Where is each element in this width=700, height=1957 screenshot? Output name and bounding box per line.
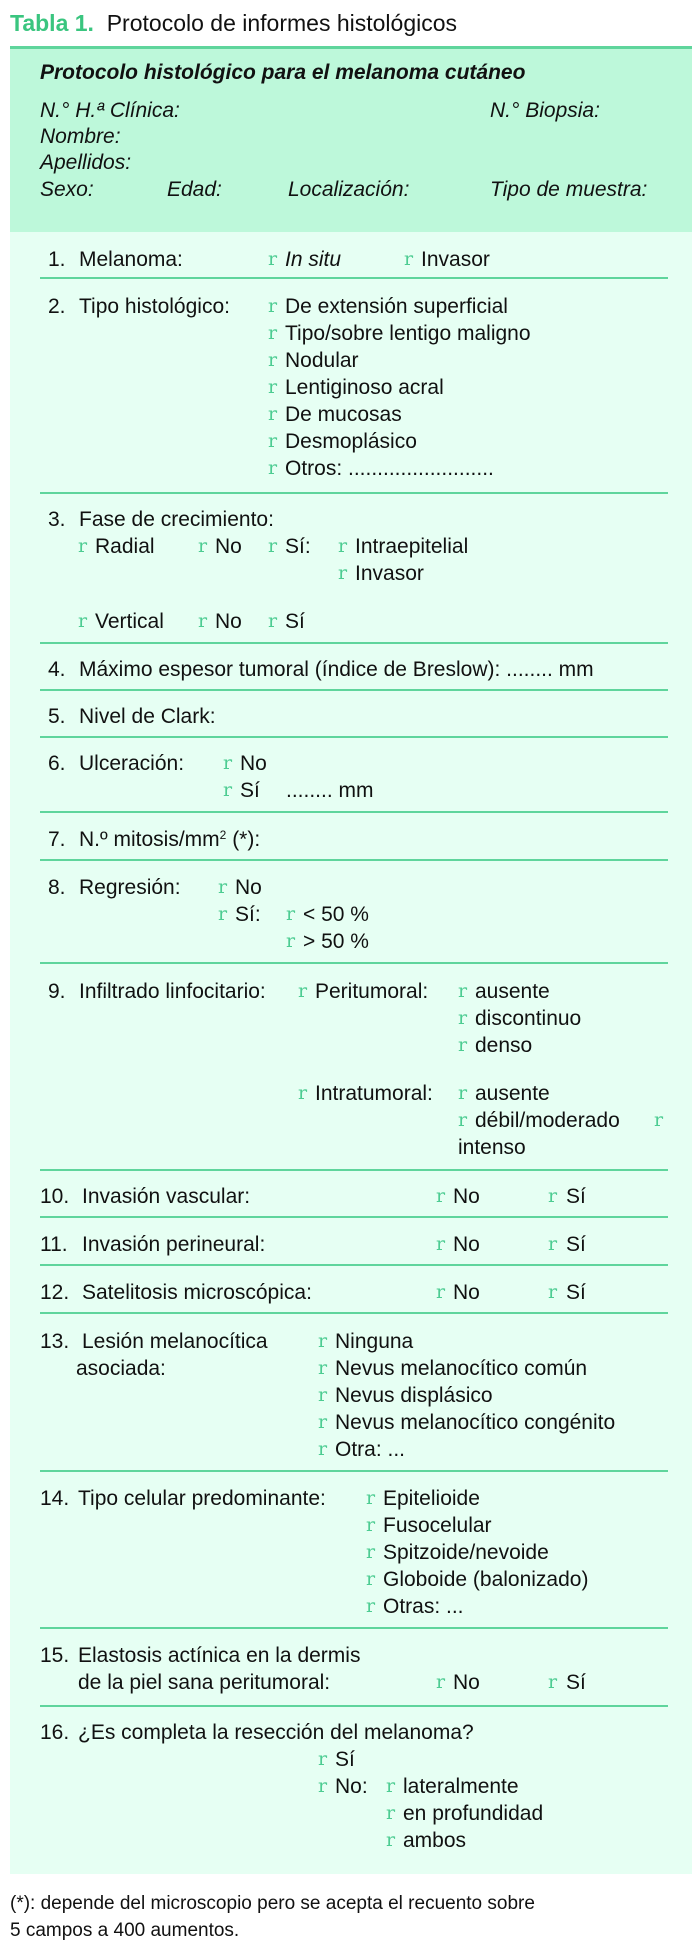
option-no: No [240,752,267,775]
row-divider [40,1312,668,1314]
item-13-label: Lesión melanocítica [82,1330,268,1353]
option-label: Otra: ... [335,1438,406,1461]
checkbox-icon[interactable]: r [548,1233,558,1255]
checkbox-icon[interactable]: r [548,1185,558,1207]
footnote-line-2: 5 campos a 400 aumentos. [10,1920,240,1941]
option-gt-50: > 50 % [303,930,369,953]
checkbox-icon[interactable]: r [298,980,308,1002]
checkbox-icon[interactable]: r [268,295,278,317]
row-divider [40,1169,668,1171]
checkbox-icon[interactable]: r [366,1514,376,1536]
row-divider [40,1470,668,1472]
row-divider [40,962,668,964]
item-7-superscript: 2 [219,828,227,842]
item-8-number: 8. [48,876,66,899]
checkbox-icon[interactable]: r [458,980,468,1002]
item-9-label: Infiltrado linfocitario: [79,980,266,1003]
item-11-number: 11. [40,1233,68,1256]
option-label: Nevus displásico [335,1384,493,1407]
row-divider [40,811,668,813]
option-label: discontinuo [475,1007,582,1030]
option-label: lateralmente [403,1775,519,1798]
option-intratumoral: Intratumoral: [315,1082,433,1105]
checkbox-icon[interactable]: r [318,1748,328,1770]
item-6-label: Ulceración: [79,752,185,775]
item-3-number: 3. [48,508,66,531]
item-3-label: Fase de crecimiento: [79,508,274,531]
option-no: No [453,1671,480,1694]
row-divider [40,492,668,494]
checkbox-icon[interactable]: r [458,1082,468,1104]
item-7-number: 7. [48,828,66,851]
option-label: Nodular [285,349,359,372]
option-label: Otras: ... [383,1595,464,1618]
item-13-label-cont: asociada: [76,1357,166,1380]
checkbox-icon[interactable]: r [268,403,278,425]
item-14-label: Tipo celular predominante: [78,1487,326,1510]
checkbox-icon[interactable]: r [366,1595,376,1617]
checkbox-icon[interactable]: r [268,457,278,479]
checkbox-icon[interactable]: r [436,1233,446,1255]
item-5-number: 5. [48,705,66,728]
checkbox-icon[interactable]: r [268,376,278,398]
item-2-label: Tipo histológico: [79,295,230,318]
checkbox-icon[interactable]: r [198,610,208,632]
option-no: No [453,1233,480,1256]
item-15-number: 15. [40,1644,70,1667]
table-caption [10,10,457,37]
option-no: No [215,535,242,558]
item-6-number: 6. [48,752,66,775]
item-1-label: Melanoma: [79,248,183,271]
protocol-header [10,46,692,232]
item-2-number: 2. [48,295,66,318]
footnote-line-1: (*): depende del microscopio pero se acepta el recuento sobre [10,1893,535,1914]
option-si: Sí [566,1233,586,1256]
option-in-situ: In situ [285,248,342,271]
option-label: Tipo/sobre lentigo maligno [285,322,531,345]
field-localizacion: Localización: [288,178,410,201]
option-no: No [215,610,242,633]
checkbox-icon[interactable]: r [78,535,88,557]
checkbox-icon[interactable]: r [318,1775,328,1797]
checkbox-icon[interactable]: r [366,1541,376,1563]
option-label: De extensión superficial [285,295,508,318]
item-10-number: 10. [40,1185,70,1208]
checkbox-icon[interactable]: r [318,1357,328,1379]
option-label: intenso [458,1136,526,1159]
checkbox-icon[interactable]: r [436,1281,446,1303]
checkbox-icon[interactable]: r [218,876,228,898]
option-si: Sí [240,779,260,802]
option-label: ausente [475,980,550,1003]
item-4-number: 4. [48,658,66,681]
option-no: No [235,876,262,899]
option-label: en profundidad [403,1802,544,1825]
row-divider [40,642,668,644]
checkbox-icon[interactable]: r [318,1411,328,1433]
checkbox-icon[interactable]: r [386,1829,396,1851]
row-divider [40,1627,668,1629]
checkbox-icon[interactable]: r [223,779,233,801]
item-1-number: 1. [48,248,66,271]
checkbox-icon[interactable]: r [198,535,208,557]
checkbox-icon[interactable]: r [268,349,278,371]
protocol-title: Protocolo histológico para el melanoma cutáneo [40,61,526,84]
checkbox-icon[interactable]: r [458,1007,468,1029]
option-invasor: Invasor [421,248,490,271]
option-no: No: [335,1775,368,1798]
item-13-number: 13. [40,1330,70,1353]
checkbox-icon[interactable]: r [318,1438,328,1460]
checkbox-icon[interactable]: r [78,610,88,632]
item-15-label-cont: de la piel sana peritumoral: [78,1671,331,1694]
option-intraepitelial: Intraepitelial [355,535,469,558]
item-16-number: 16. [40,1721,70,1744]
checkbox-icon[interactable]: r [218,903,228,925]
checkbox-icon[interactable]: r [223,752,233,774]
option-label: De mucosas [285,403,402,426]
protocol-table [10,46,692,1874]
option-si: Sí [566,1281,586,1304]
option-peritumoral: Peritumoral: [315,980,429,1003]
option-si: Sí [335,1748,355,1771]
checkbox-icon[interactable]: r [386,1775,396,1797]
checkbox-icon[interactable]: r [548,1671,558,1693]
row-divider [40,736,668,738]
checkbox-icon[interactable]: r [458,1034,468,1056]
row-divider [40,859,668,861]
item-15-label: Elastosis actínica en la dermis [78,1644,361,1667]
checkbox-icon[interactable]: r [338,562,348,584]
option-label: Globoide (balonizado) [383,1568,589,1591]
item-7-label-suffix: (*): [226,828,261,851]
option-radial: Radial [95,535,155,558]
checkbox-icon[interactable]: r [436,1671,446,1693]
checkbox-icon[interactable]: r [286,903,296,925]
checkbox-icon[interactable]: r [436,1185,446,1207]
field-edad: Edad: [167,178,222,201]
checkbox-icon[interactable]: r [386,1802,396,1824]
item-14-number: 14. [40,1487,70,1510]
field-hclinica: N.° H.ª Clínica: [40,99,180,122]
row-divider [40,1264,668,1266]
checkbox-icon[interactable]: r [268,535,278,557]
ulceration-mm: ........ mm [286,779,374,802]
option-label: Fusocelular [383,1514,492,1537]
option-label: ausente [475,1082,550,1105]
option-label: denso [475,1034,533,1057]
checkbox-icon[interactable]: r [268,610,278,632]
field-nombre: Nombre: [40,125,121,148]
item-7-label [79,826,260,856]
field-sexo: Sexo: [40,178,94,201]
field-apellidos: Apellidos: [40,151,132,174]
option-si: Sí: [285,535,311,558]
item-7-label-text: N.º mitosis/mm [79,828,220,851]
checkbox-icon[interactable]: r [286,930,296,952]
item-8-label: Regresión: [79,876,181,899]
checkbox-icon[interactable]: r [404,248,414,270]
option-si: Sí [566,1185,586,1208]
checkbox-icon[interactable]: r [366,1487,376,1509]
item-10-label: Invasión vascular: [82,1185,251,1208]
option-label: débil/moderado [475,1109,620,1132]
item-9-number: 9. [48,980,66,1003]
item-12-number: 12. [40,1281,70,1304]
caption-text: Protocolo de informes histológicos [106,10,458,36]
option-no: No [453,1185,480,1208]
option-label: Desmoplásico [285,430,417,453]
checkbox-icon[interactable]: r [298,1082,308,1104]
checkbox-icon[interactable]: r [338,535,348,557]
checkbox-icon[interactable]: r [366,1568,376,1590]
item-16-label: ¿Es completa la resección del melanoma? [78,1721,474,1744]
row-divider [40,689,668,691]
option-si: Sí: [235,903,261,926]
checkbox-icon[interactable]: r [458,1109,468,1131]
option-no: No [453,1281,480,1304]
checkbox-icon[interactable]: r [268,248,278,270]
item-12-label: Satelitosis microscópica: [82,1281,312,1304]
checkbox-icon[interactable]: r [268,322,278,344]
option-si: Sí [285,610,305,633]
field-biopsia: N.° Biopsia: [490,99,600,122]
option-label: Nevus melanocítico congénito [335,1411,616,1434]
option-label: Nevus melanocítico común [335,1357,588,1380]
row-divider [40,277,668,279]
option-lt-50: < 50 % [303,903,369,926]
field-tipo-muestra: Tipo de muestra: [490,178,648,201]
checkbox-icon[interactable]: r [268,430,278,452]
checkbox-icon[interactable]: r [318,1384,328,1406]
option-label: Lentiginoso acral [285,376,444,399]
item-4-label: Máximo espesor tumoral (índice de Breslow): ........ mm [79,658,594,681]
option-si: Sí [566,1671,586,1694]
checkbox-icon[interactable]: r [654,1109,664,1131]
option-invasor: Invasor [355,562,424,585]
row-divider [40,1216,668,1218]
option-label: Spitzoide/nevoide [383,1541,549,1564]
option-vertical: Vertical [95,610,164,633]
option-label: ambos [403,1829,467,1852]
checkbox-icon[interactable]: r [318,1330,328,1352]
caption-label: Tabla 1. [10,10,94,36]
item-5-label: Nivel de Clark: [79,705,216,728]
item-11-label: Invasión perineural: [82,1233,266,1256]
option-label: Epitelioide [383,1487,480,1510]
row-divider [40,1705,668,1707]
option-label: Ninguna [335,1330,414,1353]
option-otros: Otros: ......................... [285,457,494,480]
checkbox-icon[interactable]: r [548,1281,558,1303]
